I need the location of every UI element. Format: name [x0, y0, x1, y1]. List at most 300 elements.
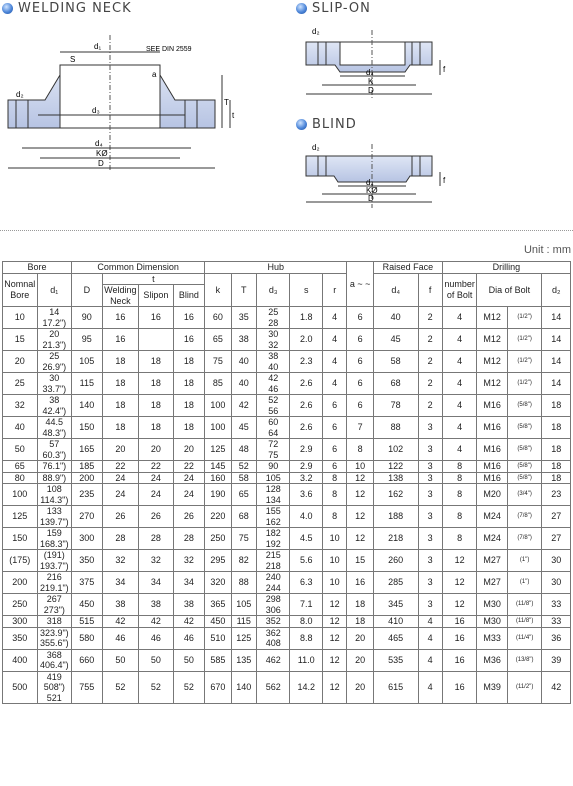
cell-d3: 462 [256, 649, 290, 671]
cell-bl: 24 [173, 472, 205, 484]
cell-f: 3 [418, 472, 442, 484]
cell-wn: 16 [102, 307, 139, 329]
cell-D: 515 [72, 616, 102, 628]
cell-d1: (191) 193.7") [37, 550, 72, 572]
cell-bl: 38 [173, 594, 205, 616]
cell-bore: 125 [3, 506, 38, 528]
cell-wn: 18 [102, 351, 139, 373]
cell-d3: 42 46 [256, 373, 290, 395]
cell-bl: 46 [173, 627, 205, 649]
cell-f: 3 [418, 594, 442, 616]
cell-T: 75 [231, 528, 256, 550]
table-row [3, 671, 571, 704]
cell-a: 6 [347, 329, 373, 351]
cell-f: 3 [418, 572, 442, 594]
cell-D: 185 [72, 461, 102, 473]
cell-bl: 26 [173, 506, 205, 528]
cell-d2: 27 [542, 528, 571, 550]
cell-s: 8.0 [290, 616, 323, 628]
cell-so: 16 [139, 307, 174, 329]
cell-so: 32 [139, 550, 174, 572]
cell-f: 4 [418, 671, 442, 704]
cell-f: 2 [418, 373, 442, 395]
cell-D: 235 [72, 484, 102, 506]
cell-d3: 90 [256, 461, 290, 473]
table-row [3, 572, 571, 594]
cell-inch: (11/4") [507, 627, 542, 649]
d4-label: d₄ [95, 139, 103, 148]
cell-so: 38 [139, 594, 174, 616]
cell-f: 3 [418, 417, 442, 439]
cell-bolt: M30 [477, 594, 507, 616]
slip-on-title [296, 1, 371, 16]
cell-T: 38 [231, 329, 256, 351]
cell-bore: 250 [3, 594, 38, 616]
blind-title [296, 117, 357, 132]
cell-f: 4 [418, 627, 442, 649]
cell-n: 4 [442, 395, 477, 417]
cell-d2: 14 [542, 329, 571, 351]
cell-d4: 465 [373, 627, 418, 649]
d1-label: d₁ [94, 42, 102, 51]
cell-s: 2.6 [290, 395, 323, 417]
cell-d1: 419 508") 521 [37, 671, 72, 704]
cell-wn: 52 [102, 671, 139, 704]
cell-inch: (3/4") [507, 484, 542, 506]
cell-D: 115 [72, 373, 102, 395]
d4-label: d₄ [366, 68, 374, 77]
cell-r: 12 [322, 594, 346, 616]
cell-d1: 20 21.3") [37, 329, 72, 351]
cell-a: 6 [347, 373, 373, 395]
cell-a: 12 [347, 472, 373, 484]
slip-on-label: SLIP-ON [312, 1, 371, 16]
bolt-count-header: number of Bolt [442, 273, 477, 307]
cell-so [139, 329, 174, 351]
cell-bolt: M12 [477, 307, 507, 329]
table-row [3, 528, 571, 550]
cell-bolt: M20 [477, 484, 507, 506]
cell-bl: 52 [173, 671, 205, 704]
table-row [3, 616, 571, 628]
cell-f: 3 [418, 439, 442, 461]
cell-inch: (5/8") [507, 472, 542, 484]
cell-s: 2.6 [290, 417, 323, 439]
cell-d3: 562 [256, 671, 290, 704]
cell-r: 12 [322, 616, 346, 628]
cell-so: 52 [139, 671, 174, 704]
cell-r: 6 [322, 417, 346, 439]
d3-label: d₃ [92, 106, 100, 115]
d-label: D [368, 194, 374, 203]
cell-r: 4 [322, 329, 346, 351]
cell-bolt: M39 [477, 671, 507, 704]
cell-d3: 128 134 [256, 484, 290, 506]
cell-wn: 42 [102, 616, 139, 628]
f-header: f [418, 273, 442, 307]
nominal-bore-header: Nomnal Bore [3, 273, 38, 307]
d4-label: d₄ [366, 178, 374, 187]
cell-d2: 39 [542, 649, 571, 671]
cell-a: 16 [347, 572, 373, 594]
cell-D: 95 [72, 329, 102, 351]
cell-d3: 240 244 [256, 572, 290, 594]
cell-d4: 345 [373, 594, 418, 616]
cell-d2: 36 [542, 627, 571, 649]
cell-wn: 24 [102, 472, 139, 484]
cell-inch: (5/8") [507, 461, 542, 473]
cell-bolt: M16 [477, 417, 507, 439]
cell-f: 4 [418, 649, 442, 671]
cell-d3: 72 75 [256, 439, 290, 461]
cell-so: 42 [139, 616, 174, 628]
t-lower-label: t [232, 111, 235, 120]
cell-T: 115 [231, 616, 256, 628]
d-label: D [368, 86, 374, 95]
cell-f: 3 [418, 461, 442, 473]
cell-n: 16 [442, 649, 477, 671]
cell-s: 11.0 [290, 649, 323, 671]
cell-bl: 34 [173, 572, 205, 594]
table-row [3, 461, 571, 473]
cell-bl: 50 [173, 649, 205, 671]
cell-d2: 27 [542, 506, 571, 528]
cell-k: 670 [205, 671, 231, 704]
unit-label: Unit : mm [523, 244, 571, 256]
common-dimension-header: Common Dimension [72, 262, 205, 274]
blind-label: BLIND [312, 117, 357, 132]
t-header: t [102, 273, 205, 285]
bore-header: Bore [3, 262, 72, 274]
cell-d2: 33 [542, 616, 571, 628]
cell-bolt: M24 [477, 506, 507, 528]
cell-inch: (1") [507, 572, 542, 594]
cell-d2: 14 [542, 373, 571, 395]
table-row [3, 439, 571, 461]
cell-f: 2 [418, 307, 442, 329]
cell-so: 28 [139, 528, 174, 550]
cell-T: 65 [231, 484, 256, 506]
cell-f: 3 [418, 528, 442, 550]
cell-d4: 68 [373, 373, 418, 395]
cell-D: 150 [72, 417, 102, 439]
cell-so: 50 [139, 649, 174, 671]
cell-bl: 16 [173, 307, 205, 329]
cell-T: 45 [231, 417, 256, 439]
cell-a: 6 [347, 307, 373, 329]
table-row [3, 506, 571, 528]
cell-s: 1.8 [290, 307, 323, 329]
cell-d4: 58 [373, 351, 418, 373]
cell-inch: (5/8") [507, 439, 542, 461]
cell-bore: 10 [3, 307, 38, 329]
cell-bolt: M12 [477, 373, 507, 395]
cell-d4: 218 [373, 528, 418, 550]
cell-k: 365 [205, 594, 231, 616]
cell-k: 65 [205, 329, 231, 351]
cell-d4: 138 [373, 472, 418, 484]
cell-s: 4.5 [290, 528, 323, 550]
cell-r: 4 [322, 373, 346, 395]
cell-n: 4 [442, 329, 477, 351]
cell-f: 2 [418, 351, 442, 373]
cell-bore: 300 [3, 616, 38, 628]
cell-k: 160 [205, 472, 231, 484]
cell-d1: 108 114.3") [37, 484, 72, 506]
cell-bolt: M36 [477, 649, 507, 671]
cell-d1: 30 33.7") [37, 373, 72, 395]
cell-so: 18 [139, 417, 174, 439]
cell-d1: 14 17.2") [37, 307, 72, 329]
cell-r: 10 [322, 550, 346, 572]
cell-d1: 57 60.3") [37, 439, 72, 461]
k-header: k [205, 273, 231, 307]
cell-bore: 80 [3, 472, 38, 484]
cell-s: 4.0 [290, 506, 323, 528]
cell-s: 2.6 [290, 373, 323, 395]
cell-a: 18 [347, 616, 373, 628]
cell-bore: 150 [3, 528, 38, 550]
cell-k: 145 [205, 461, 231, 473]
cell-k: 220 [205, 506, 231, 528]
cell-k: 295 [205, 550, 231, 572]
hub-t-header: T [231, 273, 256, 307]
cell-n: 4 [442, 307, 477, 329]
cell-a: 12 [347, 528, 373, 550]
cell-so: 18 [139, 373, 174, 395]
table-row [3, 594, 571, 616]
cell-D: 140 [72, 395, 102, 417]
cell-d1: 159 168.3") [37, 528, 72, 550]
cell-k: 190 [205, 484, 231, 506]
bullet-icon [296, 119, 307, 130]
cell-r: 12 [322, 671, 346, 704]
cell-inch: (7/8") [507, 506, 542, 528]
cell-k: 75 [205, 351, 231, 373]
cell-n: 4 [442, 351, 477, 373]
raised-face-header: Raised Face [373, 262, 442, 274]
cell-n: 12 [442, 550, 477, 572]
cell-d3: 182 192 [256, 528, 290, 550]
cell-f: 2 [418, 329, 442, 351]
cell-bore: (175) [3, 550, 38, 572]
cell-T: 48 [231, 439, 256, 461]
table-row [3, 417, 571, 439]
cell-bolt: M16 [477, 461, 507, 473]
cell-wn: 18 [102, 417, 139, 439]
table-row [3, 395, 571, 417]
cell-inch: (1/2") [507, 329, 542, 351]
cell-f: 2 [418, 395, 442, 417]
cell-wn: 26 [102, 506, 139, 528]
cell-T: 42 [231, 395, 256, 417]
cell-inch: (1/2") [507, 373, 542, 395]
cell-D: 270 [72, 506, 102, 528]
k-label: K [368, 77, 374, 86]
cell-r: 8 [322, 484, 346, 506]
cell-r: 12 [322, 649, 346, 671]
cell-d2: 42 [542, 671, 571, 704]
cell-d3: 362 408 [256, 627, 290, 649]
table-row [3, 373, 571, 395]
cell-k: 250 [205, 528, 231, 550]
cell-D: 165 [72, 439, 102, 461]
welding-neck-drawing [0, 20, 250, 180]
cell-d1: 38 42.4") [37, 395, 72, 417]
cell-wn: 20 [102, 439, 139, 461]
cell-so: 20 [139, 439, 174, 461]
cell-so: 18 [139, 351, 174, 373]
flange-dimension-table [2, 261, 571, 704]
cell-so: 18 [139, 395, 174, 417]
cell-k: 125 [205, 439, 231, 461]
cell-a: 8 [347, 439, 373, 461]
cell-s: 7.1 [290, 594, 323, 616]
cell-T: 58 [231, 472, 256, 484]
cell-inch: (5/8") [507, 417, 542, 439]
cell-s: 2.9 [290, 439, 323, 461]
cell-s: 8.8 [290, 627, 323, 649]
cell-a: 12 [347, 484, 373, 506]
cell-inch: (5/8") [507, 395, 542, 417]
cell-d3: 352 [256, 616, 290, 628]
cell-bl: 22 [173, 461, 205, 473]
cell-bolt: M12 [477, 329, 507, 351]
cell-d3: 38 40 [256, 351, 290, 373]
cell-wn: 18 [102, 395, 139, 417]
cell-d4: 410 [373, 616, 418, 628]
cell-D: 755 [72, 671, 102, 704]
cell-a: 6 [347, 351, 373, 373]
cell-d4: 535 [373, 649, 418, 671]
cell-bore: 20 [3, 351, 38, 373]
cell-d2: 14 [542, 307, 571, 329]
cell-bolt: M12 [477, 351, 507, 373]
cell-d1: 267 273") [37, 594, 72, 616]
cell-d2: 18 [542, 439, 571, 461]
cell-D: 350 [72, 550, 102, 572]
s-header: s [290, 273, 323, 307]
cell-s: 6.3 [290, 572, 323, 594]
blind-header: Blind [173, 285, 205, 307]
cell-r: 6 [322, 395, 346, 417]
cell-d2: 33 [542, 594, 571, 616]
cell-a: 10 [347, 461, 373, 473]
d2-label: d₂ [16, 90, 24, 99]
cell-d3: 155 162 [256, 506, 290, 528]
table-row [3, 550, 571, 572]
bullet-icon [2, 3, 13, 14]
table-row [3, 484, 571, 506]
cell-r: 4 [322, 351, 346, 373]
cell-k: 320 [205, 572, 231, 594]
cell-so: 46 [139, 627, 174, 649]
r-header: r [322, 273, 346, 307]
cell-D: 200 [72, 472, 102, 484]
cell-n: 8 [442, 528, 477, 550]
cell-d4: 260 [373, 550, 418, 572]
slip-on-drawing [300, 20, 470, 100]
cell-n: 8 [442, 472, 477, 484]
cell-T: 40 [231, 351, 256, 373]
cell-inch: (1") [507, 550, 542, 572]
cell-d1: 216 219.1") [37, 572, 72, 594]
cell-d4: 40 [373, 307, 418, 329]
cell-D: 450 [72, 594, 102, 616]
cell-s: 3.6 [290, 484, 323, 506]
d-header: D [72, 273, 102, 307]
cell-a: 7 [347, 417, 373, 439]
cell-f: 3 [418, 506, 442, 528]
d2-label: d₂ [312, 143, 320, 152]
cell-bolt: M16 [477, 439, 507, 461]
welding-neck-label: WELDING NECK [18, 1, 132, 16]
cell-bolt: M16 [477, 395, 507, 417]
d1-header: d₁ [37, 273, 72, 307]
cell-n: 12 [442, 572, 477, 594]
cell-r: 12 [322, 627, 346, 649]
cell-d3: 25 28 [256, 307, 290, 329]
cell-d4: 285 [373, 572, 418, 594]
cell-d2: 23 [542, 484, 571, 506]
s-label: S [70, 55, 76, 64]
bullet-icon [296, 3, 307, 14]
cell-T: 40 [231, 373, 256, 395]
cell-so: 34 [139, 572, 174, 594]
cell-a: 6 [347, 395, 373, 417]
table-row [3, 307, 571, 329]
cell-s: 3.2 [290, 472, 323, 484]
cell-bl: 20 [173, 439, 205, 461]
cell-n: 16 [442, 616, 477, 628]
cell-bore: 200 [3, 572, 38, 594]
cell-inch: (11/8") [507, 616, 542, 628]
cell-a: 20 [347, 649, 373, 671]
cell-bore: 100 [3, 484, 38, 506]
cell-n: 12 [442, 594, 477, 616]
cell-k: 100 [205, 395, 231, 417]
cell-d3: 30 32 [256, 329, 290, 351]
cell-d3: 298 306 [256, 594, 290, 616]
cell-k: 100 [205, 417, 231, 439]
cell-wn: 46 [102, 627, 139, 649]
cell-f: 4 [418, 616, 442, 628]
cell-n: 16 [442, 671, 477, 704]
cell-d3: 215 218 [256, 550, 290, 572]
cell-inch: (11/2") [507, 671, 542, 704]
cell-D: 375 [72, 572, 102, 594]
d2-label: d₂ [312, 27, 320, 36]
cell-s: 2.3 [290, 351, 323, 373]
d3-header: d₃ [256, 273, 290, 307]
cell-s: 14.2 [290, 671, 323, 704]
divider [0, 230, 573, 231]
cell-bl: 16 [173, 329, 205, 351]
cell-T: 88 [231, 572, 256, 594]
cell-T: 105 [231, 594, 256, 616]
blind-drawing [300, 138, 470, 210]
cell-d1: 368 406.4") [37, 649, 72, 671]
cell-so: 26 [139, 506, 174, 528]
cell-k: 60 [205, 307, 231, 329]
cell-bore: 32 [3, 395, 38, 417]
cell-n: 8 [442, 484, 477, 506]
cell-n: 16 [442, 627, 477, 649]
cell-bl: 24 [173, 484, 205, 506]
cell-wn: 28 [102, 528, 139, 550]
cell-d4: 615 [373, 671, 418, 704]
cell-d2: 18 [542, 472, 571, 484]
